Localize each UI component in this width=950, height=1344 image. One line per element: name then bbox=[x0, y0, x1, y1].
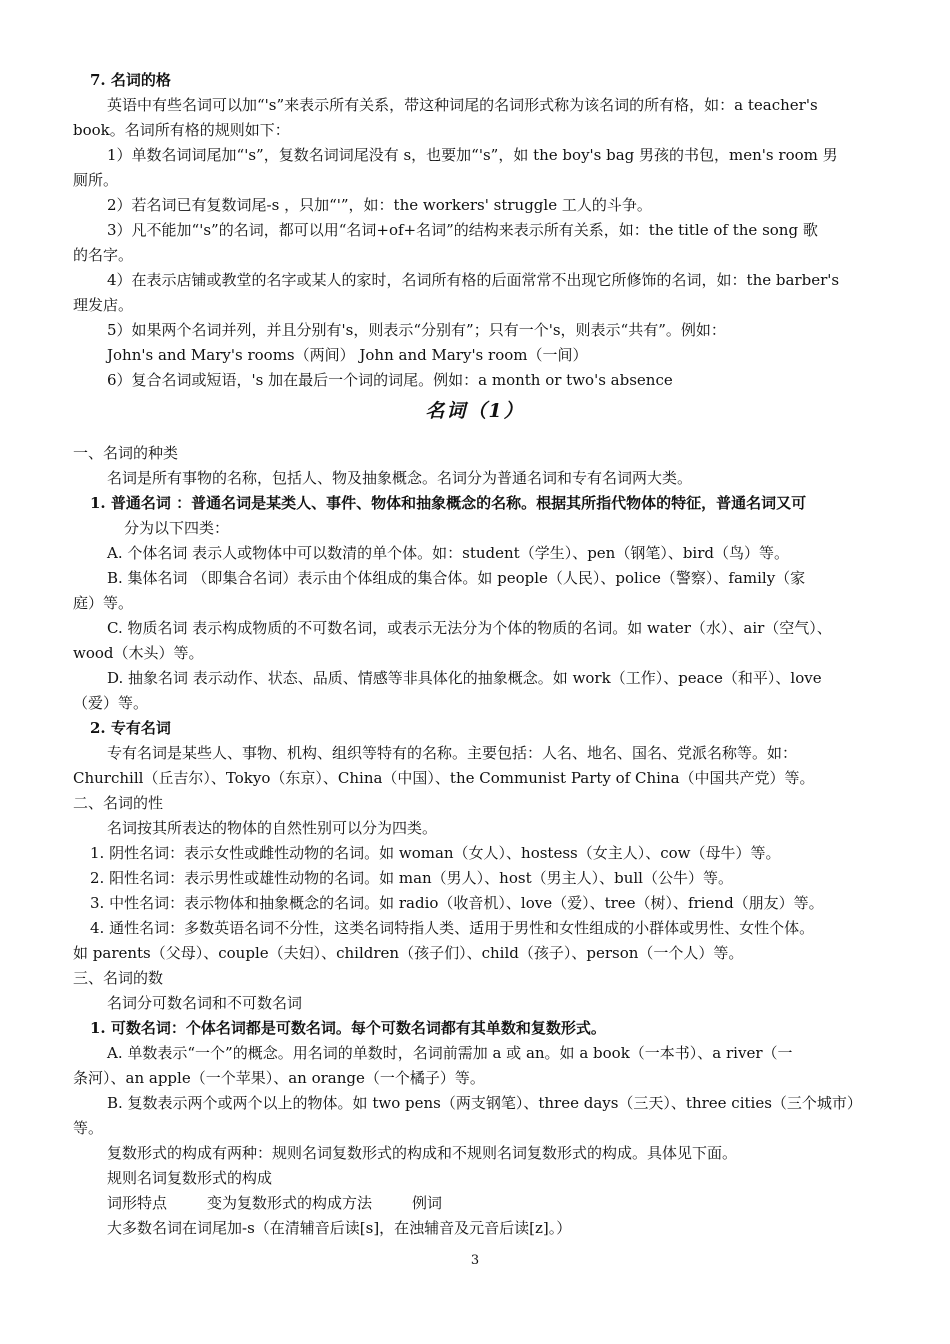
section-heading: 三、名词的数 bbox=[73, 969, 164, 987]
section-heading: 二、名词的性 bbox=[73, 794, 164, 812]
text-line: 1. 阴性名词：表示女性或雌性动物的名词。如 woman（女人）、hostess（女主人）、cow（母牛）等。 bbox=[90, 844, 781, 862]
text-line: 等。 bbox=[73, 1119, 104, 1137]
text-line: Churchill（丘吉尔）、Tokyo（东京）、China（中国）、the Communist Party of China（中国共产党）等。 bbox=[73, 769, 815, 787]
text-line: 2）若名词已有复数词尾-s ，只加“'”，如：the workers' struggle 工人的斗争。 bbox=[107, 196, 652, 214]
text-line: 理发店。 bbox=[73, 296, 134, 314]
text-line: book。名词所有格的规则如下： bbox=[73, 121, 290, 139]
text-line: 分为以下四类： bbox=[124, 519, 230, 537]
text-line: 大多数名词在词尾加-s（在清辅音后读[s]，在浊辅音及元音后读[z]。） bbox=[107, 1219, 572, 1237]
text-line: A. 单数表示“一个”的概念。用名词的单数时，名词前需加 a 或 an。如 a book（一本书）、a river（一 bbox=[107, 1044, 793, 1062]
text-line: 厕所。 bbox=[73, 171, 119, 189]
text-line: 名词是所有事物的名称，包括人、物及抽象概念。名词分为普通名词和专有名词两大类。 bbox=[107, 469, 693, 487]
text-line: 的名字。 bbox=[73, 246, 134, 264]
table-header bbox=[107, 1193, 442, 1213]
text-line: D. 抽象名词 表示动作、状态、品质、情感等非具体化的抽象概念。如 work（工作）、peace（和平）、love bbox=[107, 669, 822, 687]
page-number: 3 bbox=[470, 1253, 480, 1268]
text-line: John's and Mary's rooms（两间） John and Mary's room（一间） bbox=[107, 346, 588, 364]
text-line: 英语中有些名词可以加“'s”来表示所有关系，带这种词尾的名词形式称为该名词的所有格，如：a teacher's bbox=[107, 96, 818, 114]
text-line: 1. 普通名词 ：普通名词是某类人、事件、物体和抽象概念的名称。根据其所指代物体的特征，普通名词又可 bbox=[90, 494, 807, 512]
text-line: B. 复数表示两个或两个以上的物体。如 two pens（两支钢笔）、three days（三天）、three cities（三个城市） bbox=[107, 1094, 862, 1112]
text-line: 规则名词复数形式的构成 bbox=[107, 1169, 273, 1187]
table-header-cell: 例词 bbox=[412, 1194, 443, 1212]
text-line: 6）复合名词或短语，'s 加在最后一个词的词尾。例如：a month or two's absence bbox=[107, 371, 673, 389]
text-line: 专有名词是某些人、事物、机构、组织等特有的名称。主要包括：人名、地名、国名、党派名称等。如： bbox=[107, 744, 798, 762]
text-line: B. 集体名词 （即集合名词）表示由个体组成的集合体。如 people（人民）、police（警察）、family（家 bbox=[107, 569, 806, 587]
text-line: 复数形式的构成有两种：规则名词复数形式的构成和不规则名词复数形式的构成。具体见下面。 bbox=[107, 1144, 738, 1162]
text-line: 条河）、an apple（一个苹果）、an orange（一个橘子）等。 bbox=[73, 1069, 485, 1087]
section-heading: 一、名词的种类 bbox=[73, 444, 179, 462]
text-line: wood（木头）等。 bbox=[73, 644, 204, 662]
text-line: 1. 可数名词：个体名词都是可数名词。每个可数名词都有其单数和复数形式。 bbox=[90, 1019, 606, 1037]
text-line: 3. 中性名词：表示物体和抽象概念的名词。如 radio（收音机）、love（爱）、tree（树）、friend（朋友）等。 bbox=[90, 894, 824, 912]
text-line: 2. 专有名词 bbox=[90, 719, 171, 737]
text-line: 4. 通性名词：多数英语名词不分性，这类名词特指人类、适用于男性和女性组成的小群体或男性、女性个体。 bbox=[90, 919, 815, 937]
text-line: 4）在表示店铺或教堂的名字或某人的家时，名词所有格的后面常常不出现它所修饰的名词，如：the barber's bbox=[107, 271, 840, 289]
text-line: 1）单数名词词尾加“'s”，复数名词词尾没有 s，也要加“'s”，如 the boy's bag 男孩的书包，men's room 男 bbox=[107, 146, 838, 164]
heading-possessive-case: 7. 名词的格 bbox=[90, 71, 171, 89]
text-line: 5）如果两个名词并列，并且分别有's，则表示“分别有”；只有一个's，则表示“共有”。例如： bbox=[107, 321, 726, 339]
text-line: 庭）等。 bbox=[73, 594, 134, 612]
text-line: （爱）等。 bbox=[73, 694, 149, 712]
text-line: A. 个体名词 表示人或物体中可以数清的单个体。如：student（学生）、pen（钢笔）、bird（鸟）等。 bbox=[107, 544, 790, 562]
text-line: 名词分可数名词和不可数名词 bbox=[107, 994, 303, 1012]
table-header-cell: 变为复数形式的构成方法 bbox=[207, 1194, 373, 1212]
table-header-cell: 词形特点 bbox=[107, 1194, 168, 1212]
text-line: 2. 阳性名词：表示男性或雄性动物的名词。如 man（男人）、host（男主人）、bull（公牛）等。 bbox=[90, 869, 733, 887]
text-line: 3）凡不能加“'s”的名词，都可以用“名词+of+名词”的结构来表示所有关系，如：the title of the song 歌 bbox=[107, 221, 818, 239]
text-line: 名词按其所表达的物体的自然性别可以分为四类。 bbox=[107, 819, 438, 837]
text-line: 如 parents（父母）、couple（夫妇）、children（孩子们）、child（孩子）、person（一个人）等。 bbox=[73, 944, 744, 962]
text-line: C. 物质名词 表示构成物质的不可数名词，或表示无法分为个体的物质的名词。如 water（水）、air（空气）、 bbox=[107, 619, 832, 637]
section-title: 名词（1） bbox=[425, 400, 525, 422]
